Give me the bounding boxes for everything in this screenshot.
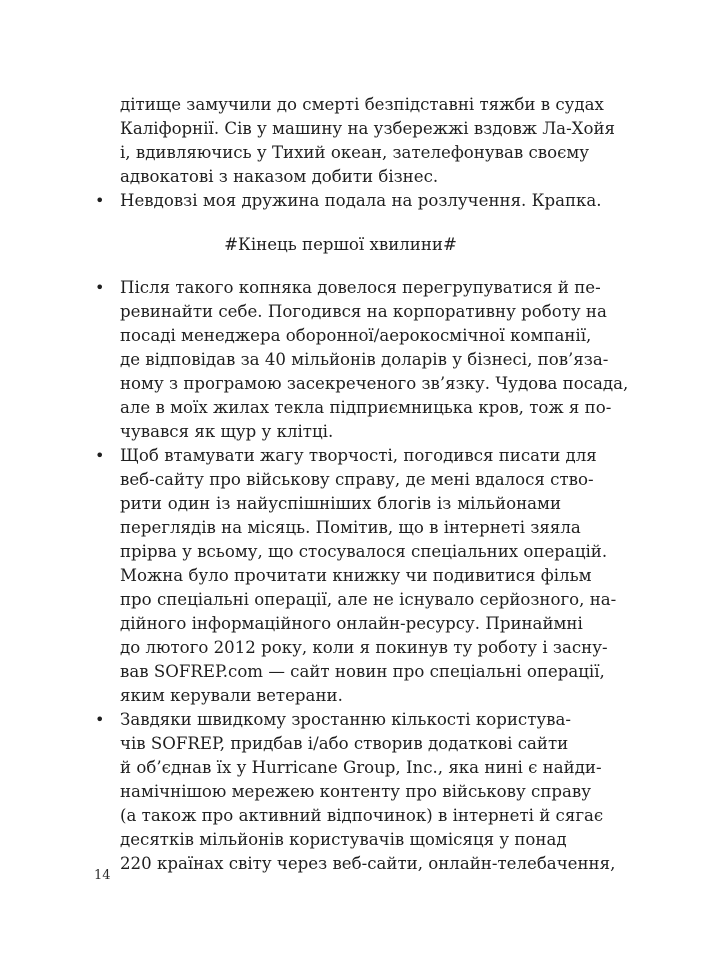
bullet-marker: • <box>95 191 105 210</box>
text-line: Каліфорнії. Сів у машину на узбережжі вздовж Ла-Хойя <box>120 119 616 138</box>
text-line: Невдовзі моя дружина подала на розлучення. Крапка. <box>120 191 602 210</box>
text-line: про спеціальні операції, але не існувало серйозного, на- <box>120 590 617 609</box>
text-line: але в моїх жилах текла підприємницька кров, тож я по- <box>120 398 612 417</box>
text-line: вав SOFREP.com — сайт новин про спеціальні операції, <box>120 662 605 681</box>
text-line: до лютого 2012 року, коли я покинув ту роботу і засну- <box>120 638 608 657</box>
text-line: (а також про активний відпочинок) в інтернеті й сягає <box>120 806 604 825</box>
text-line: дітище замучили до смерті безпідставні тяжби в судах <box>120 95 604 114</box>
text-line: й об’єднав їх у Hurricane Group, Inc., яка нині є найди- <box>120 758 602 777</box>
text-line: де відповідав за 40 мільйонів доларів у бізнесі, пов’яза- <box>120 350 609 369</box>
bullet-marker: • <box>95 446 105 465</box>
page-number: 14 <box>94 868 111 883</box>
text-line: Після такого копняка довелося перегрупуватися й пе- <box>120 278 601 297</box>
text-line: десятків мільйонів користувачів щомісяця у понад <box>120 830 567 849</box>
text-line: адвокатові з наказом добити бізнес. <box>120 167 439 186</box>
text-line: прірва у всьому, що стосувалося спеціальних операцій. <box>120 542 608 561</box>
text-line: Завдяки швидкому зростанню кількості користува- <box>120 710 571 729</box>
text-line: чів SOFREP, придбав і/або створив додаткові сайти <box>120 734 569 753</box>
text-line: ному з програмою засекреченого зв’язку. Чудова посада, <box>120 374 629 393</box>
text-line: Можна було прочитати книжку чи подивитися фільм <box>120 566 592 585</box>
text-line: яким керували ветерани. <box>120 686 343 705</box>
text-line: намічнішою мережею контенту про військову справу <box>120 782 592 801</box>
text-line: переглядів на місяць. Помітив, що в інтернеті зяяла <box>120 518 581 537</box>
text-line: і, вдивляючись у Тихий океан, зателефонував своєму <box>120 143 590 162</box>
text-line: чувався як щур у клітці. <box>120 422 334 441</box>
text-line: рити один із найуспішніших блогів із мільйонами <box>120 494 561 513</box>
bullet-marker: • <box>95 710 105 729</box>
text-line: 220 країнах світу через веб-сайти, онлайн-телебачення, <box>120 854 616 873</box>
text-line: посаді менеджера оборонної/аерокосмічної компанії, <box>120 326 592 345</box>
text-line: дійного інформаційного онлайн-ресурсу. Принаймні <box>120 614 583 633</box>
section-heading: #Кінець першої хвилини# <box>224 235 457 254</box>
text-line: Щоб втамувати жагу творчості, погодився писати для <box>120 446 597 465</box>
text-line: ревинайти себе. Погодився на корпоративну роботу на <box>120 302 607 321</box>
bullet-marker: • <box>95 278 105 297</box>
text-line: веб-сайту про військову справу, де мені вдалося ство- <box>120 470 594 489</box>
